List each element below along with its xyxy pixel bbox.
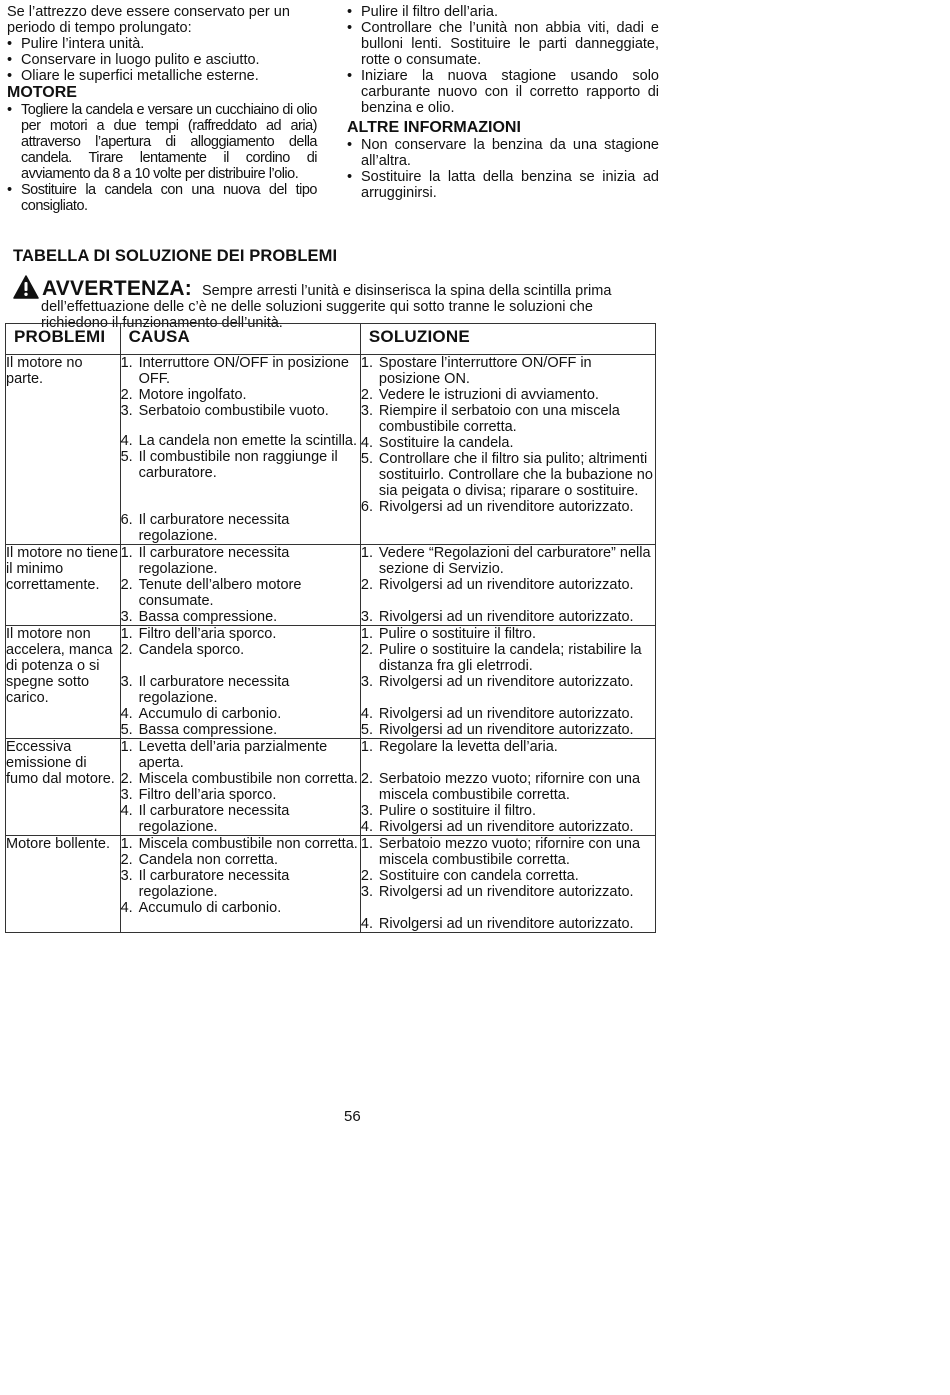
header-soluzione: SOLUZIONE (360, 324, 655, 355)
solution-cell (360, 836, 655, 933)
item-number: 1. (360, 626, 373, 642)
item-text: Candela non corretta. (138, 852, 279, 868)
cause-list (121, 355, 360, 544)
item-number: 2. (120, 771, 133, 787)
item-number: 1. (360, 545, 373, 561)
list-item (361, 868, 655, 884)
solution-list (361, 836, 655, 932)
storage-intro: Se l’attrezzo deve essere conservato per un periodo di tempo prolungato: (7, 4, 290, 36)
list-item: • Sostituire la candela con una nuova del tipo consigliato. (7, 182, 317, 214)
cause-list (121, 545, 360, 625)
item-number: 4. (120, 803, 133, 819)
item-text: Miscela combustibile non corretta. (138, 836, 358, 852)
troubleshooting-table (5, 323, 656, 933)
list-item (361, 577, 655, 593)
item-number: 6. (360, 499, 373, 515)
list-item: • Non conservare la benzina da una stagione all’altra. (347, 137, 659, 169)
item-number: 2. (120, 852, 133, 868)
solution-list (361, 739, 655, 835)
item-number: 5. (360, 451, 373, 467)
item-text: Pulire o sostituire il filtro. (378, 626, 537, 642)
motore-list (7, 102, 317, 214)
list-item (121, 449, 360, 481)
cause-cell (120, 739, 360, 836)
item-number: 1. (360, 355, 373, 371)
list-item (121, 787, 360, 803)
list-item (361, 387, 655, 403)
warning-text-line1: Sempre arresti l’unità e disinserisca la spina della scintilla prima (201, 283, 612, 299)
list-item: • Pulire il filtro dell’aria. (347, 4, 659, 20)
item-number: 3. (360, 803, 373, 819)
list-item (121, 545, 360, 577)
item-text: Rivolgersi ad un rivenditore autorizzato. (378, 722, 634, 738)
item-number: 1. (120, 545, 133, 561)
item-text: Il combustibile non raggiunge il carburatore. (138, 449, 338, 481)
solution-list (361, 626, 655, 738)
problem-cell: Motore bollente. (6, 836, 121, 933)
list-item (361, 499, 655, 515)
list-item (361, 706, 655, 722)
list-item: • Controllare che l’unità non abbia viti, dadi e bulloni lenti. Sostituire le parti danneggiate, rotte o consumate. (347, 20, 659, 68)
item-text: Filtro dell’aria sporco. (138, 787, 277, 803)
item-number: 4. (360, 435, 373, 451)
list-item (121, 577, 360, 609)
item-text: Bassa compressione. (138, 722, 278, 738)
solution-list (361, 545, 655, 625)
motore-heading: MOTORE (7, 84, 77, 101)
altre-list (347, 137, 659, 201)
list-item: • Togliere la candela e versare un cucchiaino di olio per motori a due tempi (raffreddato ad aria) attraverso l’apertura di alloggiamento della candela. Tirare lentamente il cordino di avviamento da 8 a 10 volte per distribuire l’olio. (7, 102, 317, 182)
item-number: 4. (360, 916, 373, 932)
item-text: Il carburatore necessita regolazione. (138, 545, 290, 577)
item-number: 1. (360, 739, 373, 755)
table-row (6, 626, 656, 739)
item-text: Interruttore ON/OFF in posizione OFF. (138, 355, 349, 387)
item-number: 1. (120, 836, 133, 852)
list-item (121, 771, 360, 787)
item-number: 2. (360, 868, 373, 884)
table-row (6, 836, 656, 933)
item-text: Riempire il serbatoio con una miscela combustibile corretta. (378, 403, 620, 435)
item-text: Controllare che il filtro sia pulito; altrimenti sostituirlo. Controllare che la bubazione no sia peigata o divisa; riparare o sostituire. (378, 451, 653, 499)
item-number: 4. (360, 706, 373, 722)
item-text: Sostituire con candela corretta. (378, 868, 579, 884)
item-text: Rivolgersi ad un rivenditore autorizzato. (378, 609, 634, 625)
item-text: Il carburatore necessita regolazione. (138, 868, 290, 900)
item-text: Levetta dell’aria parzialmente aperta. (138, 739, 328, 771)
list-item (121, 403, 360, 419)
item-number: 3. (360, 609, 373, 625)
item-number: 3. (120, 787, 133, 803)
cause-cell (120, 626, 360, 739)
item-number: 3. (120, 868, 133, 884)
item-number: 1. (120, 626, 133, 642)
item-text: Sostituire la candela. (378, 435, 514, 451)
item-text: Vedere “Regolazioni del carburatore” nella sezione di Servizio. (378, 545, 651, 577)
list-item (121, 803, 360, 835)
maintenance-list (347, 4, 659, 116)
item-text: Tenute dell’albero motore consumate. (138, 577, 302, 609)
table-body (6, 355, 656, 933)
list-item (121, 626, 360, 642)
list-item (121, 642, 360, 658)
solution-cell (360, 355, 655, 545)
list-item (121, 900, 360, 916)
cause-cell (120, 836, 360, 933)
table-row (6, 739, 656, 836)
item-number: 4. (120, 900, 133, 916)
list-item (121, 739, 360, 771)
list-item (361, 609, 655, 625)
cause-cell (120, 545, 360, 626)
list-item (121, 722, 360, 738)
item-text: Rivolgersi ad un rivenditore autorizzato. (378, 819, 634, 835)
solution-cell (360, 739, 655, 836)
item-number: 3. (360, 674, 373, 690)
troubleshooting-title: TABELLA DI SOLUZIONE DEI PROBLEMI (13, 247, 338, 265)
list-item (121, 674, 360, 706)
problem-cell: Eccessiva emissione di fumo dal motore. (6, 739, 121, 836)
warning-text-line3: richiedono il funzionamento dell’unità. (41, 315, 283, 331)
item-number: 3. (360, 884, 373, 900)
solution-list (361, 355, 655, 515)
item-number: 3. (120, 403, 133, 419)
header-causa: CAUSA (120, 324, 360, 355)
item-number: 3. (120, 609, 133, 625)
item-text: Filtro dell’aria sporco. (138, 626, 277, 642)
cause-list (121, 836, 360, 916)
list-item (121, 512, 360, 544)
item-text: Accumulo di carbonio. (138, 706, 282, 722)
item-text: Spostare l’interruttore ON/OFF in posizione ON. (378, 355, 592, 387)
table-row (6, 545, 656, 626)
list-item (361, 739, 655, 755)
list-item (361, 403, 655, 435)
warning-text-line2: dell’effettuazione delle c’è ne delle soluzioni suggerite qui sotto tranne le soluzioni che (41, 299, 593, 315)
list-item (361, 626, 655, 642)
item-number: 5. (360, 722, 373, 738)
cause-list (121, 626, 360, 738)
list-item (121, 433, 360, 449)
item-text: La candela non emette la scintilla. (138, 433, 358, 449)
item-number: 2. (120, 642, 133, 658)
header-problemi: PROBLEMI (6, 324, 121, 355)
item-text: Motore ingolfato. (138, 387, 247, 403)
list-item (361, 836, 655, 868)
problem-cell: Il motore no parte. (6, 355, 121, 545)
page-number: 56 (344, 1108, 361, 1125)
list-item (121, 852, 360, 868)
right-column (347, 4, 659, 201)
item-text: Rivolgersi ad un rivenditore autorizzato. (378, 706, 634, 722)
solution-cell (360, 626, 655, 739)
item-number: 2. (360, 387, 373, 403)
item-text: Serbatoio combustibile vuoto. (138, 403, 329, 419)
table-row (6, 355, 656, 545)
item-number: 1. (120, 739, 133, 755)
list-item (361, 722, 655, 738)
storage-list (7, 36, 317, 84)
item-number: 4. (360, 819, 373, 835)
item-text: Candela sporco. (138, 642, 245, 658)
item-number: 2. (360, 771, 373, 787)
list-item (361, 674, 655, 690)
item-text: Il carburatore necessita regolazione. (138, 674, 290, 706)
item-number: 6. (120, 512, 133, 528)
item-number: 4. (120, 433, 133, 449)
list-item (361, 916, 655, 932)
list-item: • Iniziare la nuova stagione usando solo carburante nuovo con il corretto rapporto di benzina e olio. (347, 68, 659, 116)
item-text: Rivolgersi ad un rivenditore autorizzato. (378, 674, 634, 690)
list-item (121, 355, 360, 387)
list-item (121, 706, 360, 722)
list-item (361, 435, 655, 451)
item-number: 2. (120, 387, 133, 403)
warning-triangle-icon (13, 275, 39, 299)
item-text: Il carburatore necessita regolazione. (138, 803, 290, 835)
item-text: Vedere le istruzioni di avviamento. (378, 387, 599, 403)
item-text: Pulire o sostituire la candela; ristabilire la distanza fra gli eletrrodi. (378, 642, 642, 674)
item-number: 3. (120, 674, 133, 690)
item-text: Pulire o sostituire il filtro. (378, 803, 537, 819)
table-header-row (6, 324, 656, 355)
list-item (361, 771, 655, 803)
cause-cell (120, 355, 360, 545)
item-number: 3. (360, 403, 373, 419)
item-text: Serbatoio mezzo vuoto; rifornire con una miscela combustibile corretta. (378, 771, 641, 803)
item-text: Bassa compressione. (138, 609, 278, 625)
problem-cell: Il motore no tiene il minimo correttamente. (6, 545, 121, 626)
list-item: • Conservare in luogo pulito e asciutto. (7, 52, 317, 68)
list-item: • Pulire l’intera unità. (7, 36, 317, 52)
list-item (361, 803, 655, 819)
list-item (121, 387, 360, 403)
item-text: Rivolgersi ad un rivenditore autorizzato. (378, 884, 634, 900)
item-number: 5. (120, 449, 133, 465)
item-number: 1. (120, 355, 133, 371)
list-item (121, 836, 360, 852)
list-item (121, 868, 360, 900)
item-number: 2. (360, 642, 373, 658)
list-item (361, 642, 655, 674)
item-number: 1. (360, 836, 373, 852)
item-text: Regolare la levetta dell’aria. (378, 739, 558, 755)
list-item (361, 819, 655, 835)
list-item (361, 355, 655, 387)
list-item (361, 884, 655, 900)
item-number: 2. (360, 577, 373, 593)
item-number: 4. (120, 706, 133, 722)
cause-list (121, 739, 360, 835)
item-text: Rivolgersi ad un rivenditore autorizzato. (378, 577, 634, 593)
list-item: • Oliare le superfici metalliche esterne. (7, 68, 317, 84)
left-column (7, 4, 317, 214)
warning-label: AVVERTENZA: (42, 277, 192, 300)
item-text: Serbatoio mezzo vuoto; rifornire con una miscela combustibile corretta. (378, 836, 641, 868)
problem-cell: Il motore non accelera, manca di potenza o si spegne sotto carico. (6, 626, 121, 739)
item-number: 5. (120, 722, 133, 738)
solution-cell (360, 545, 655, 626)
item-text: Rivolgersi ad un rivenditore autorizzato. (378, 916, 634, 932)
item-text: Rivolgersi ad un rivenditore autorizzato. (378, 499, 634, 515)
warning-block (13, 271, 653, 331)
list-item: • Sostituire la latta della benzina se inizia ad arrugginirsi. (347, 169, 659, 201)
item-text: Il carburatore necessita regolazione. (138, 512, 290, 544)
altre-informazioni-heading: ALTRE INFORMAZIONI (347, 119, 521, 136)
list-item (361, 545, 655, 577)
item-number: 2. (120, 577, 133, 593)
list-item (361, 451, 655, 499)
list-item (121, 609, 360, 625)
item-text: Accumulo di carbonio. (138, 900, 282, 916)
item-text: Miscela combustibile non corretta. (138, 771, 358, 787)
